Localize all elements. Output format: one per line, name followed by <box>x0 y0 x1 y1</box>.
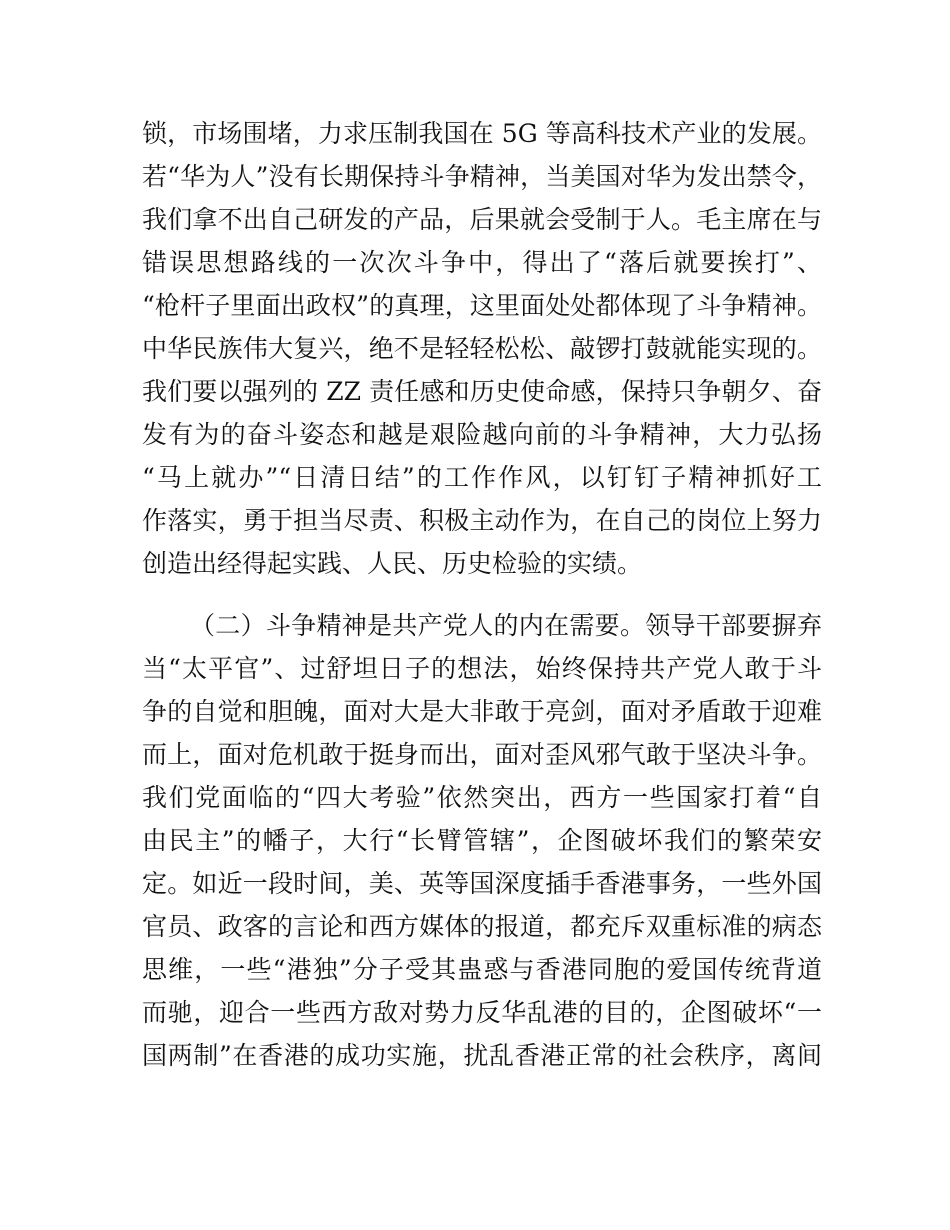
paragraph-1-line-8: 发有为的奋斗姿态和越是艰险越向前的斗争精神，大力弘扬 <box>142 420 822 449</box>
paragraph-1-line-5: “枪杆子里面出政权”的真理，这里面处处都体现了斗争精神。 <box>142 291 822 320</box>
paragraph-1-line-4: 错误思想路线的一次次斗争中，得出了“落后就要挨打”、 <box>142 248 822 277</box>
paragraph-2-line-1: （二）斗争精神是共产党人的内在需要。领导干部要摒弃 <box>190 611 822 640</box>
paragraph-1-line-6: 中华民族伟大复兴，绝不是轻轻松松、敲锣打鼓就能实现的。 <box>142 334 822 363</box>
paragraph-1-line-7: 我们要以强列的 ZZ 责任感和历史使命感，保持只争朝夕、奋 <box>142 377 822 406</box>
paragraph-1 <box>142 112 822 585</box>
paragraph-2-line-6: 由民主”的幡子，大行“长臂管辖”，企图破坏我们的繁荣安 <box>142 826 822 855</box>
paragraph-2-line-5: 我们党面临的“四大考验”依然突出，西方一些国家打着“自 <box>142 783 822 812</box>
paragraph-2-line-9: 思维，一些“港独”分子受其蛊惑与香港同胞的爱国传统背道 <box>142 955 822 984</box>
paragraph-1-line-10: 作落实，勇于担当尽责、积极主动作为，在自己的岗位上努力 <box>142 506 822 535</box>
paragraph-1-line-11: 创造出经得起实践、人民、历史检验的实绩。 <box>142 549 643 578</box>
paragraph-1-line-3: 我们拿不出自己研发的产品，后果就会受制于人。毛主席在与 <box>142 205 822 234</box>
paragraph-2-line-3: 争的自觉和胆魄，面对大是大非敢于亮剑，面对矛盾敢于迎难 <box>142 697 822 726</box>
paragraph-2-line-4: 而上，面对危机敢于挺身而出，面对歪风邪气敢于坚决斗争。 <box>142 740 822 769</box>
paragraph-1-line-1: 锁，市场围堵，力求压制我国在 5G 等高科技术产业的发展。 <box>142 119 822 148</box>
paragraph-2 <box>142 604 822 1077</box>
paragraph-2-line-8: 官员、政客的言论和西方媒体的报道，都充斥双重标准的病态 <box>142 912 822 941</box>
paragraph-2-line-11: 国两制”在香港的成功实施，扰乱香港正常的社会秩序，离间 <box>142 1041 822 1070</box>
paragraph-1-line-2: 若“华为人”没有长期保持斗争精神，当美国对华为发出禁令， <box>142 162 822 191</box>
paragraph-2-line-7: 定。如近一段时间，美、英等国深度插手香港事务，一些外国 <box>142 869 822 898</box>
paragraph-2-line-2: 当“太平官”、过舒坦日子的想法，始终保持共产党人敢于斗 <box>142 654 822 683</box>
paragraph-1-line-9: “马上就办”“日清日结”的工作作风，以钉钉子精神抓好工 <box>142 463 822 492</box>
paragraph-2-line-10: 而驰，迎合一些西方敌对势力反华乱港的目的，企图破坏“一 <box>142 998 822 1027</box>
